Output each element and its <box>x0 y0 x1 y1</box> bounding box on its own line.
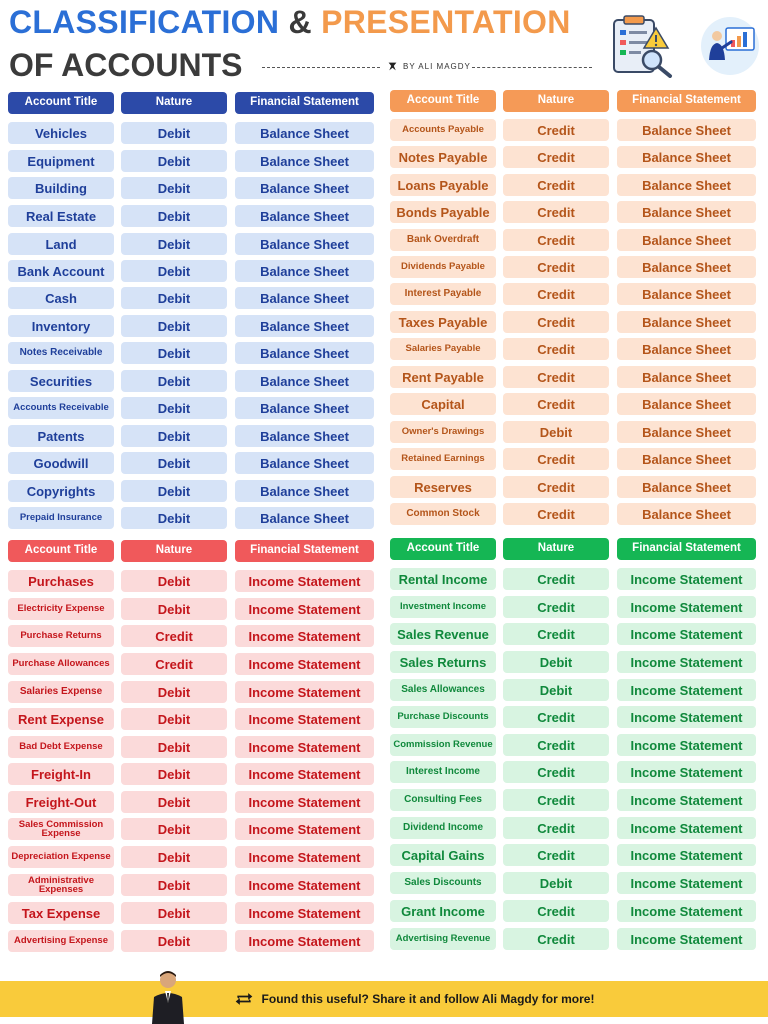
account-nature: Credit <box>121 653 227 675</box>
account-nature: Credit <box>503 928 609 950</box>
account-title: Rental Income <box>390 568 496 590</box>
account-title: Capital <box>390 393 496 415</box>
account-statement: Income Statement <box>617 706 756 728</box>
table-row <box>390 338 756 360</box>
account-statement: Income Statement <box>235 763 374 785</box>
account-title: Rent Payable <box>390 366 496 388</box>
account-nature: Debit <box>121 370 227 392</box>
account-title: Taxes Payable <box>390 311 496 333</box>
account-statement: Income Statement <box>617 789 756 811</box>
account-nature: Credit <box>503 229 609 251</box>
account-statement: Balance Sheet <box>617 476 756 498</box>
table-row <box>8 653 374 675</box>
account-statement: Balance Sheet <box>235 287 374 309</box>
account-nature: Debit <box>121 902 227 924</box>
account-statement: Balance Sheet <box>235 507 374 529</box>
table-row <box>8 287 374 309</box>
account-statement: Income Statement <box>617 651 756 673</box>
account-nature: Debit <box>121 736 227 758</box>
presenter-chart-icon <box>700 16 760 76</box>
income-revenue-table <box>390 538 756 958</box>
account-nature: Debit <box>121 791 227 813</box>
table-row <box>8 480 374 502</box>
footer-text: Found this useful? Share it and follow Ali Magdy for more! <box>261 992 595 1006</box>
table-row <box>8 874 374 896</box>
account-statement: Income Statement <box>617 734 756 756</box>
repost-icon <box>234 991 254 1007</box>
table-row <box>8 846 374 868</box>
clipboard-magnifier-icon <box>608 14 676 78</box>
account-title: Accounts Payable <box>390 119 496 141</box>
header-nature: Nature <box>121 540 227 562</box>
account-statement: Balance Sheet <box>235 425 374 447</box>
account-title: Investment Income <box>390 596 496 618</box>
table-row <box>8 260 374 282</box>
account-nature: Credit <box>503 568 609 590</box>
account-title: Prepaid Insurance <box>8 507 114 529</box>
account-nature: Credit <box>503 706 609 728</box>
account-title: Administrative Expenses <box>8 874 114 896</box>
account-nature: Debit <box>121 480 227 502</box>
header-account-title: Account Title <box>390 90 496 112</box>
account-title: Sales Discounts <box>390 872 496 894</box>
account-nature: Debit <box>121 846 227 868</box>
account-title: Common Stock <box>390 503 496 525</box>
account-statement: Income Statement <box>235 874 374 896</box>
table-row <box>390 283 756 305</box>
account-nature: Debit <box>121 598 227 620</box>
account-nature: Credit <box>503 338 609 360</box>
account-statement: Income Statement <box>617 817 756 839</box>
table-row <box>390 734 756 756</box>
table-row <box>390 568 756 590</box>
table-header <box>390 90 756 112</box>
header-nature: Nature <box>503 538 609 560</box>
table-header <box>390 538 756 560</box>
table-row <box>8 507 374 529</box>
footer-banner <box>0 981 768 1017</box>
title-classification: CLASSIFICATION <box>9 4 280 40</box>
account-title: Equipment <box>8 150 114 172</box>
account-title: Loans Payable <box>390 174 496 196</box>
byline <box>262 60 592 74</box>
table-row <box>390 596 756 618</box>
table-row <box>390 448 756 470</box>
table-row <box>390 366 756 388</box>
account-nature: Debit <box>121 818 227 840</box>
balance-credit-table <box>390 90 756 530</box>
account-nature: Credit <box>503 817 609 839</box>
table-row <box>8 598 374 620</box>
table-row <box>390 817 756 839</box>
table-header <box>8 540 374 562</box>
account-nature: Debit <box>121 315 227 337</box>
account-title: Sales Allowances <box>390 679 496 701</box>
balance-debit-table <box>8 92 374 532</box>
author-photo <box>148 969 188 1024</box>
account-statement: Balance Sheet <box>617 229 756 251</box>
account-nature: Credit <box>503 448 609 470</box>
account-title: Bank Account <box>8 260 114 282</box>
account-nature: Credit <box>503 596 609 618</box>
account-statement: Income Statement <box>617 928 756 950</box>
account-nature: Credit <box>503 146 609 168</box>
account-title: Building <box>8 177 114 199</box>
table-row <box>390 761 756 783</box>
account-title: Bad Debt Expense <box>8 736 114 758</box>
account-statement: Balance Sheet <box>617 146 756 168</box>
table-row <box>390 623 756 645</box>
account-nature: Debit <box>121 233 227 255</box>
account-statement: Balance Sheet <box>235 205 374 227</box>
account-statement: Balance Sheet <box>235 260 374 282</box>
income-expense-table <box>8 540 374 960</box>
account-statement: Income Statement <box>617 679 756 701</box>
table-row <box>8 122 374 144</box>
account-title: Purchase Allowances <box>8 653 114 675</box>
account-title: Advertising Revenue <box>390 928 496 950</box>
account-title: Real Estate <box>8 205 114 227</box>
account-title: Sales Returns <box>390 651 496 673</box>
account-nature: Credit <box>503 844 609 866</box>
table-row <box>390 651 756 673</box>
table-row <box>8 736 374 758</box>
account-statement: Income Statement <box>235 736 374 758</box>
footer-cta <box>234 991 595 1007</box>
page-subtitle: OF ACCOUNTS <box>9 47 243 83</box>
account-title: Freight-Out <box>8 791 114 813</box>
account-title: Capital Gains <box>390 844 496 866</box>
account-statement: Balance Sheet <box>617 448 756 470</box>
account-nature: Debit <box>121 681 227 703</box>
account-statement: Income Statement <box>617 568 756 590</box>
account-nature: Debit <box>121 177 227 199</box>
header-financial-statement: Financial Statement <box>235 540 374 562</box>
brand-logo-icon <box>386 60 399 73</box>
header-financial-statement: Financial Statement <box>235 92 374 114</box>
table-row <box>8 370 374 392</box>
account-title: Land <box>8 233 114 255</box>
byline-divider-left <box>262 67 380 68</box>
account-statement: Balance Sheet <box>235 315 374 337</box>
account-statement: Balance Sheet <box>617 201 756 223</box>
account-nature: Credit <box>503 503 609 525</box>
account-title: Rent Expense <box>8 708 114 730</box>
account-statement: Balance Sheet <box>617 366 756 388</box>
account-nature: Debit <box>121 287 227 309</box>
table-row <box>390 146 756 168</box>
table-row <box>390 229 756 251</box>
account-nature: Credit <box>503 201 609 223</box>
account-nature: Debit <box>121 260 227 282</box>
account-statement: Income Statement <box>235 930 374 952</box>
table-row <box>8 342 374 364</box>
header-nature: Nature <box>503 90 609 112</box>
table-row <box>390 706 756 728</box>
account-statement: Balance Sheet <box>235 370 374 392</box>
account-statement: Balance Sheet <box>617 338 756 360</box>
header-account-title: Account Title <box>8 540 114 562</box>
account-title: Vehicles <box>8 122 114 144</box>
account-statement: Balance Sheet <box>235 480 374 502</box>
account-statement: Balance Sheet <box>235 452 374 474</box>
table-row <box>390 311 756 333</box>
account-statement: Balance Sheet <box>617 256 756 278</box>
table-row <box>390 393 756 415</box>
table-row <box>390 844 756 866</box>
account-nature: Debit <box>121 507 227 529</box>
table-row <box>390 174 756 196</box>
table-row <box>8 625 374 647</box>
table-row <box>8 570 374 592</box>
byline-author <box>386 60 471 73</box>
account-title: Notes Payable <box>390 146 496 168</box>
table-row <box>8 177 374 199</box>
table-row <box>8 763 374 785</box>
account-statement: Income Statement <box>617 761 756 783</box>
account-title: Patents <box>8 425 114 447</box>
account-statement: Income Statement <box>235 902 374 924</box>
account-statement: Balance Sheet <box>617 393 756 415</box>
account-nature: Debit <box>503 679 609 701</box>
account-title: Tax Expense <box>8 902 114 924</box>
account-statement: Income Statement <box>235 846 374 868</box>
account-statement: Balance Sheet <box>235 397 374 419</box>
account-title: Interest Payable <box>390 283 496 305</box>
account-statement: Income Statement <box>617 872 756 894</box>
byline-text: BY ALI MAGDY <box>403 62 471 71</box>
account-statement: Income Statement <box>235 818 374 840</box>
account-nature: Credit <box>121 625 227 647</box>
byline-divider-right <box>472 67 592 68</box>
account-title: Freight-In <box>8 763 114 785</box>
header-financial-statement: Financial Statement <box>617 538 756 560</box>
table-row <box>390 928 756 950</box>
account-statement: Income Statement <box>235 570 374 592</box>
account-title: Dividends Payable <box>390 256 496 278</box>
account-statement: Income Statement <box>617 900 756 922</box>
account-nature: Debit <box>121 205 227 227</box>
account-statement: Balance Sheet <box>617 421 756 443</box>
account-nature: Debit <box>121 874 227 896</box>
account-nature: Credit <box>503 734 609 756</box>
table-row <box>8 150 374 172</box>
table-row <box>390 201 756 223</box>
account-nature: Debit <box>121 452 227 474</box>
table-row <box>390 789 756 811</box>
table-row <box>8 930 374 952</box>
header-account-title: Account Title <box>390 538 496 560</box>
account-title: Retained Earnings <box>390 448 496 470</box>
account-title: Purchases <box>8 570 114 592</box>
account-statement: Balance Sheet <box>617 283 756 305</box>
table-row <box>390 421 756 443</box>
table-row <box>8 397 374 419</box>
account-statement: Income Statement <box>617 596 756 618</box>
table-row <box>390 503 756 525</box>
account-title: Advertising Expense <box>8 930 114 952</box>
table-row <box>8 425 374 447</box>
account-nature: Credit <box>503 256 609 278</box>
table-row <box>8 708 374 730</box>
account-title: Goodwill <box>8 452 114 474</box>
account-statement: Balance Sheet <box>235 150 374 172</box>
table-row <box>8 452 374 474</box>
account-nature: Debit <box>121 570 227 592</box>
table-row <box>390 119 756 141</box>
account-title: Purchase Discounts <box>390 706 496 728</box>
account-statement: Income Statement <box>235 681 374 703</box>
table-row <box>8 902 374 924</box>
account-title: Commission Revenue <box>390 734 496 756</box>
account-statement: Income Statement <box>617 623 756 645</box>
account-title: Depreciation Expense <box>8 846 114 868</box>
account-title: Consulting Fees <box>390 789 496 811</box>
account-statement: Income Statement <box>235 598 374 620</box>
account-title: Reserves <box>390 476 496 498</box>
account-statement: Balance Sheet <box>617 311 756 333</box>
account-nature: Credit <box>503 119 609 141</box>
account-nature: Debit <box>121 763 227 785</box>
account-nature: Debit <box>503 872 609 894</box>
account-nature: Debit <box>503 421 609 443</box>
account-title: Inventory <box>8 315 114 337</box>
account-title: Copyrights <box>8 480 114 502</box>
table-row <box>390 476 756 498</box>
account-nature: Debit <box>121 122 227 144</box>
header <box>0 0 768 88</box>
account-title: Sales Commission Expense <box>8 818 114 840</box>
account-statement: Balance Sheet <box>617 174 756 196</box>
table-row <box>8 681 374 703</box>
account-statement: Income Statement <box>235 791 374 813</box>
account-nature: Credit <box>503 789 609 811</box>
account-title: Securities <box>8 370 114 392</box>
account-nature: Credit <box>503 283 609 305</box>
table-row <box>390 679 756 701</box>
table-row <box>8 818 374 840</box>
account-nature: Credit <box>503 393 609 415</box>
account-title: Notes Receivable <box>8 342 114 364</box>
account-statement: Income Statement <box>235 708 374 730</box>
account-title: Owner's Drawings <box>390 421 496 443</box>
table-row <box>8 205 374 227</box>
account-nature: Debit <box>121 342 227 364</box>
table-row <box>8 315 374 337</box>
table-row <box>390 900 756 922</box>
header-nature: Nature <box>121 92 227 114</box>
account-nature: Debit <box>121 708 227 730</box>
account-nature: Debit <box>503 651 609 673</box>
account-nature: Credit <box>503 900 609 922</box>
account-statement: Balance Sheet <box>235 342 374 364</box>
account-statement: Balance Sheet <box>235 122 374 144</box>
table-row <box>8 791 374 813</box>
title-ampersand: & <box>288 4 312 40</box>
account-nature: Credit <box>503 476 609 498</box>
account-nature: Credit <box>503 174 609 196</box>
account-title: Dividend Income <box>390 817 496 839</box>
table-row <box>390 872 756 894</box>
account-nature: Credit <box>503 366 609 388</box>
account-title: Salaries Expense <box>8 681 114 703</box>
account-title: Bank Overdraft <box>390 229 496 251</box>
account-statement: Balance Sheet <box>617 119 756 141</box>
account-nature: Credit <box>503 761 609 783</box>
header-account-title: Account Title <box>8 92 114 114</box>
account-title: Cash <box>8 287 114 309</box>
account-nature: Debit <box>121 930 227 952</box>
table-row <box>390 256 756 278</box>
account-title: Bonds Payable <box>390 201 496 223</box>
table-row <box>8 233 374 255</box>
account-title: Interest Income <box>390 761 496 783</box>
table-header <box>8 92 374 114</box>
account-nature: Debit <box>121 150 227 172</box>
account-title: Grant Income <box>390 900 496 922</box>
header-financial-statement: Financial Statement <box>617 90 756 112</box>
account-nature: Debit <box>121 425 227 447</box>
account-title: Electricity Expense <box>8 598 114 620</box>
account-statement: Income Statement <box>235 625 374 647</box>
account-title: Accounts Receivable <box>8 397 114 419</box>
account-statement: Income Statement <box>617 844 756 866</box>
account-statement: Balance Sheet <box>617 503 756 525</box>
account-statement: Income Statement <box>235 653 374 675</box>
page-title <box>9 4 571 41</box>
account-statement: Balance Sheet <box>235 177 374 199</box>
account-title: Salaries Payable <box>390 338 496 360</box>
account-nature: Debit <box>121 397 227 419</box>
account-nature: Credit <box>503 311 609 333</box>
account-title: Sales Revenue <box>390 623 496 645</box>
account-statement: Balance Sheet <box>235 233 374 255</box>
account-nature: Credit <box>503 623 609 645</box>
title-presentation: PRESENTATION <box>321 4 571 40</box>
account-title: Purchase Returns <box>8 625 114 647</box>
